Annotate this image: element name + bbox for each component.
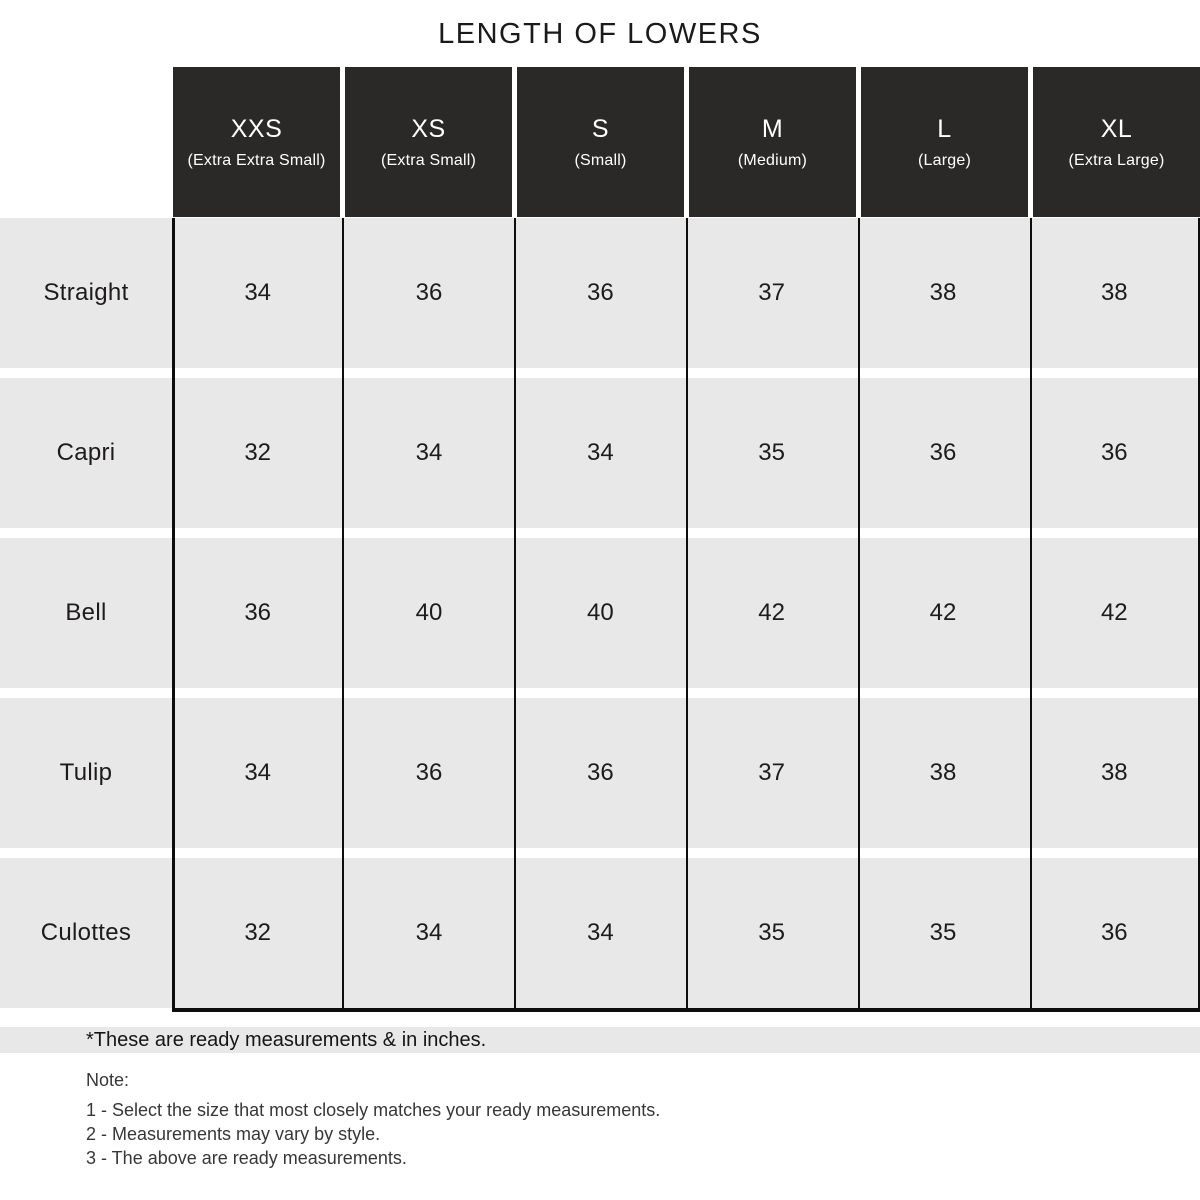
column-fullname-label: (Large) — [918, 151, 971, 169]
table-row — [0, 218, 1200, 368]
note-lines — [86, 1098, 1200, 1170]
column-header — [861, 67, 1028, 217]
table-body — [0, 218, 1200, 1008]
column-header — [517, 67, 684, 217]
table-rows — [0, 218, 1200, 1008]
note-line: 2 - Measurements may vary by style. — [86, 1124, 381, 1144]
measurement-cell: 38 — [857, 698, 1028, 848]
measurement-cell: 36 — [857, 378, 1028, 528]
measurement-cell: 36 — [1029, 378, 1200, 528]
table-grid-line — [1030, 218, 1033, 1012]
measurement-cell: 34 — [172, 218, 343, 368]
note-line: 3 - The above are ready measurements. — [86, 1148, 407, 1168]
table-grid-line — [172, 218, 175, 1012]
header-spacer — [0, 67, 173, 217]
table-row — [0, 538, 1200, 688]
measurement-cell: 40 — [515, 538, 686, 688]
measurement-cell: 35 — [686, 858, 857, 1008]
table-row — [0, 698, 1200, 848]
measurement-cell: 34 — [515, 378, 686, 528]
table-bottom-border — [172, 1008, 1200, 1012]
measurement-cell: 36 — [515, 698, 686, 848]
column-fullname-label: (Small) — [574, 151, 627, 169]
footnote-strip — [0, 1027, 1200, 1053]
row-label: Straight — [0, 218, 172, 368]
measurement-cell: 42 — [857, 538, 1028, 688]
measurement-cell: 34 — [343, 858, 514, 1008]
measurement-cell: 36 — [515, 218, 686, 368]
note-heading: Note: — [86, 1070, 130, 1090]
measurement-cell: 42 — [686, 538, 857, 688]
measurement-cell: 38 — [1029, 218, 1200, 368]
column-size-label: S — [591, 114, 610, 143]
measurement-cell: 34 — [515, 858, 686, 1008]
note-line: 1 - Select the size that most closely matches your ready measurements. — [86, 1100, 661, 1120]
measurement-cell: 32 — [172, 858, 343, 1008]
measurement-cell: 32 — [172, 378, 343, 528]
measurement-cell: 37 — [686, 698, 857, 848]
table-grid-line — [858, 218, 861, 1012]
table-grid-line — [686, 218, 689, 1012]
measurement-cell: 34 — [172, 698, 343, 848]
table-row — [0, 378, 1200, 528]
measurement-cell: 37 — [686, 218, 857, 368]
table-row — [0, 858, 1200, 1008]
footnote-text: *These are ready measurements & in inches. — [86, 1028, 487, 1051]
measurement-cell: 36 — [343, 218, 514, 368]
column-fullname-label: (Medium) — [737, 151, 808, 169]
table-header-row — [0, 67, 1200, 217]
column-header — [173, 67, 340, 217]
table-grid-line — [514, 218, 517, 1012]
row-label: Culottes — [0, 858, 172, 1008]
column-size-label: XS — [411, 114, 446, 143]
measurement-cell: 36 — [343, 698, 514, 848]
column-header — [1033, 67, 1200, 217]
column-size-label: XXS — [230, 114, 283, 143]
measurement-cell: 40 — [343, 538, 514, 688]
column-fullname-label: (Extra Extra Small) — [187, 151, 326, 169]
column-header — [345, 67, 512, 217]
measurement-cell: 36 — [172, 538, 343, 688]
measurement-cell: 36 — [1029, 858, 1200, 1008]
column-size-label: L — [937, 114, 952, 143]
row-label: Capri — [0, 378, 172, 528]
column-header — [689, 67, 856, 217]
chart-title: LENGTH OF LOWERS — [438, 18, 762, 50]
measurement-cell: 42 — [1029, 538, 1200, 688]
row-label: Tulip — [0, 698, 172, 848]
measurement-cell: 35 — [686, 378, 857, 528]
column-size-label: XL — [1100, 114, 1133, 143]
table-grid-line — [342, 218, 345, 1012]
measurement-cell: 38 — [1029, 698, 1200, 848]
notes-section — [0, 1070, 1200, 1170]
header-cells — [173, 67, 1200, 217]
column-fullname-label: (Extra Small) — [380, 151, 477, 169]
column-fullname-label: (Extra Large) — [1068, 151, 1165, 169]
row-label: Bell — [0, 538, 172, 688]
measurement-cell: 35 — [857, 858, 1028, 1008]
size-table — [0, 67, 1200, 1008]
measurement-cell: 34 — [343, 378, 514, 528]
measurement-cell: 38 — [857, 218, 1028, 368]
column-size-label: M — [761, 114, 784, 143]
